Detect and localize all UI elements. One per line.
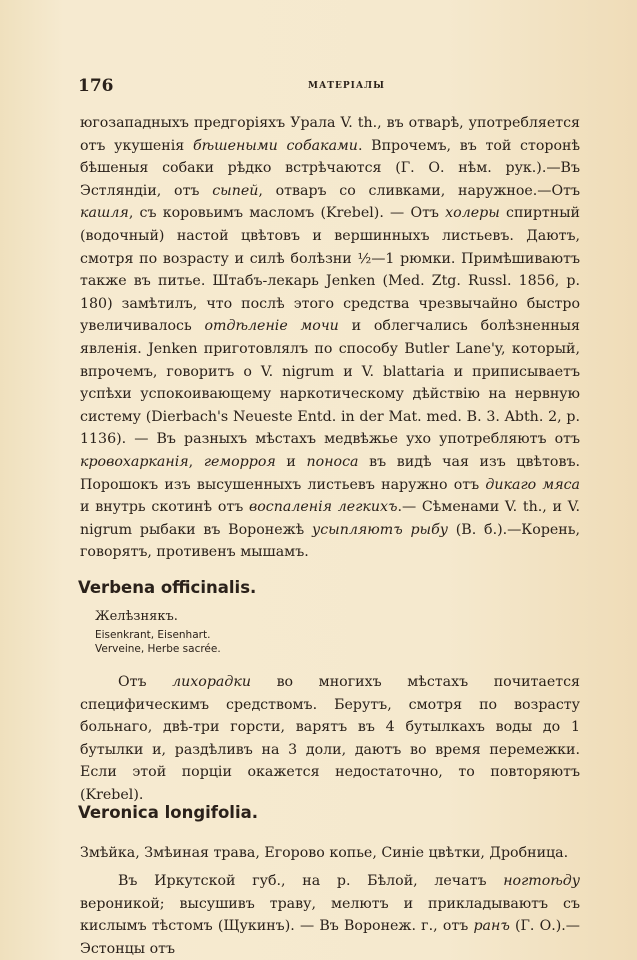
text-run: , [188,453,204,470]
text-run: и [275,453,307,470]
text-run: Въ Иркутской губ., на р. Бѣлой, лечатъ [118,873,504,889]
italic-run: поноса [306,453,359,470]
section-title-veronica: Veronica longifolia. [78,803,259,822]
text-run: югозападныхъ предгоріяхъ Урала V. th., въ отварѣ, употребляется отъ укушенія [80,115,580,154]
page-header [78,76,597,96]
text-run: вероникой; высушивъ траву, мелютъ и прикладываютъ съ кислымъ тѣстомъ (Щукинъ). — Въ Воронеж. г., отъ [80,895,580,935]
verbena-names [95,606,221,656]
text-run: , отваръ со сливками, наружное.—Отъ [258,182,580,199]
veronica-names [80,842,580,865]
paragraph-verbascum-continued [80,112,580,564]
italic-run: ногтоѣду [503,873,580,889]
text-run: и внутрь скотинѣ отъ [80,499,249,516]
veronica-common-names: Змѣйка, Змѣиная трава, Егорово копье, Синіе цвѣтки, Дробница. [80,845,569,861]
page-number: 176 [78,76,114,96]
italic-run: кровохарканія [80,453,189,470]
italic-run: усыпляютъ рыбу [312,521,448,538]
paragraph-veronica [80,870,580,960]
text-run: и облегчались болѣзненныя явленія. Jenken приготовлялъ по способу Butler Lane'y, который, впрочемъ, говоритъ о V. nigrum и V. blattaria и приписываетъ успѣхи успокоивающему наркотическому дѣйствію на нервную систему (Dierbach's Neueste Entd. in der Mat. med. B. 3. Abth. 2, p. 1136). — Въ разныхъ мѣстахъ медвѣжье ухо употребляютъ отъ [80,318,580,448]
text-run: (В. б.).—Корень, говорятъ, противенъ мышамъ. [80,521,580,561]
text-run: во многихъ мѣстахъ почитается специфическимъ средствомъ. Берутъ, смотря по возрасту больнаго, двѣ-три горсти, варятъ въ 4 бутылкахъ воды до 1 бутылки и, раздѣливъ на 3 доли, даютъ во время перемежки. Если этой порціи окажется недостаточно, то повторяютъ (Krebel). [80,674,580,803]
italic-run: отдѣленіе мочи [204,318,339,335]
text-run: въ видѣ чая изъ цвѣтовъ. Порошокъ изъ высушенныхъ листьевъ наружно отъ [80,453,580,493]
verbena-russian-name: Желѣзнякъ. [95,609,178,624]
italic-run: дикаго мяса [485,476,580,493]
text-run: , съ коровьимъ масломъ (Krebel). — Отъ [128,205,446,222]
text-run: спиртный (водочный) настой цвѣтовъ и вершинныхъ листьевъ. Даютъ, смотря по возрасту и силѣ болѣзни ½—1 рюмки. Примѣшиваютъ также въ питье. Штабъ-лекарь Jenken (Med. Ztg. Russl. 1856, p. 180) замѣтилъ, что послѣ этого средства чрезвычайно быстро увеличивалось [80,205,580,335]
paragraph-text [80,112,580,564]
italic-run: геморроя [203,453,276,470]
italic-run: сыпей [212,182,259,199]
italic-run: ранъ [473,918,510,935]
paragraph-text [80,870,580,960]
verbena-german-name: Eisenkrant, Eisenhart. [95,629,211,641]
italic-run: воспаленія легкихъ [248,499,398,516]
text-run: Отъ [118,674,173,690]
italic-run: кашля [80,205,129,222]
paragraph-text [80,671,580,807]
verbena-french-name: Verveine, Herbe sacrée. [95,643,221,655]
italic-run: холеры [445,205,500,222]
text-run: (Г. О.).—Эстонцы отъ [80,918,580,957]
text-run: . Впрочемъ, въ той сторонѣ бѣшеныя собаки рѣдко встрѣчаются (Г. О. нѣм. рук.).—Въ Эстляндіи, отъ [80,137,581,199]
running-head: МАТЕРІАЛЫ [308,81,385,91]
paragraph-verbena [80,671,580,807]
italic-run: бѣшеными собаками [192,137,358,154]
italic-run: лихорадки [172,674,251,690]
text-run: .— Сѣменами V. th., и V. nigrum рыбаки въ Воронежѣ [80,499,580,538]
section-title-verbena: Verbena officinalis. [78,578,257,597]
